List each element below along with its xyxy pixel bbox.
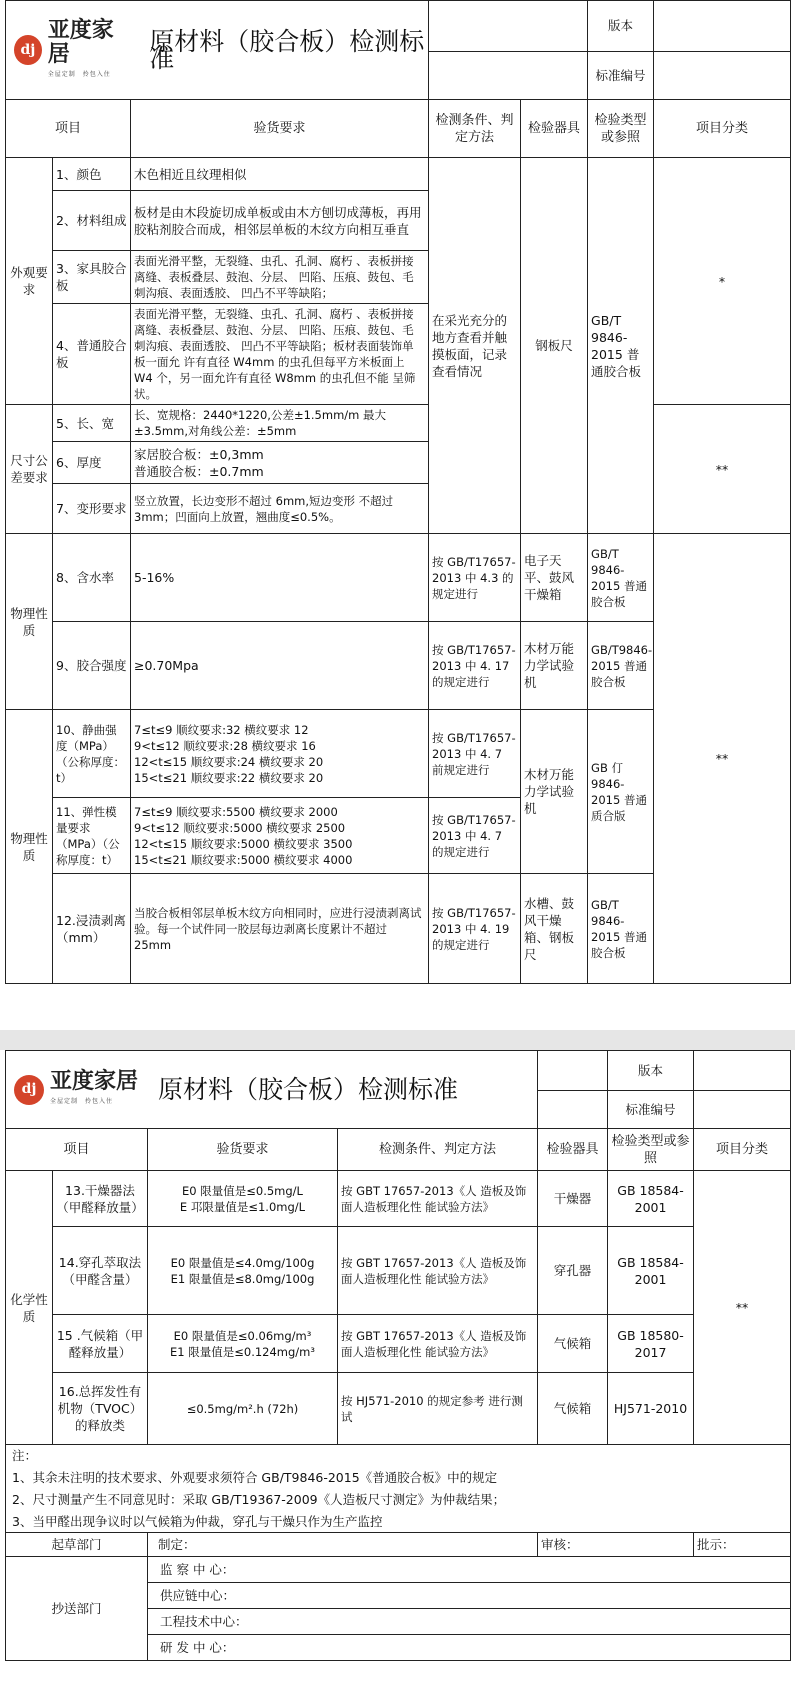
- made-label: 制定：: [148, 1533, 538, 1557]
- copy-dept-label: 抄送部门: [6, 1557, 148, 1661]
- requirement-cell: [131, 442, 429, 484]
- requirement-line: E 邛限量值是≤1.0mg/L: [179, 1199, 306, 1214]
- version-label: 版本: [608, 1051, 694, 1091]
- item-label: 7、变形要求: [53, 484, 131, 534]
- item-label: 8、含水率: [53, 534, 131, 622]
- instrument-cell: 水槽、鼓风干燥箱、钢板尺: [521, 874, 588, 984]
- ref-cell: GB/T9846-2015 普通胶合板: [588, 622, 654, 710]
- requirement-line: 普通胶合板：±0.7mm: [134, 463, 264, 479]
- item-label: 3、家具胶合板: [53, 251, 131, 304]
- requirement-line: E0 限量值是≤0.5mg/L: [182, 1183, 303, 1198]
- method-cell: 按 GBT 17657-2013《人 造板及饰面人造板理化性 能试验方法》: [338, 1315, 538, 1373]
- requirement-line: 家居胶合板：±0,3mm: [134, 446, 264, 462]
- requirement-line: 7≤t≤9 顺纹要求:32 横纹要求 12: [134, 722, 309, 737]
- requirement-cell: [148, 1171, 338, 1227]
- brand-name: 亚度家居: [47, 16, 114, 67]
- page-title: 原材料（胶合板）检测标准: [158, 1075, 459, 1104]
- logo-mark-icon: dj: [14, 35, 42, 65]
- instrument-cell: 电子天平、鼓风干燥箱: [521, 534, 588, 622]
- col-header-item: 项目: [6, 100, 131, 158]
- requirement-line: 12<t≤15 顺纹要求:5000 横纹要求 3500: [134, 836, 353, 851]
- item-label: 15 .气候箱（甲醛释放量）: [53, 1315, 148, 1373]
- group-chemical: 化学性质: [6, 1171, 53, 1445]
- requirement-cell: 表面光滑平整，无裂缝、虫孔、孔洞、腐朽 、表板拼接离缝、表板叠层、鼓泡、分层、 凹陷、压痕、鼓包、毛刺沟痕、表面透胶、 凹凸不平等缺陷；: [131, 251, 429, 304]
- col-header-ref: 检验类型或参照: [608, 1129, 694, 1171]
- brand-slogan: 全屋定制 拎包入住: [50, 1098, 114, 1105]
- page-title: 原材料（胶合板）检测标准: [149, 27, 425, 73]
- col-header-instrument: 检验器具: [521, 100, 588, 158]
- group-tolerance: 尺寸公差要求: [6, 405, 53, 534]
- requirement-cell: 木色相近且纹理相似: [131, 158, 429, 191]
- requirement-line: E1 限量值是≤0.124mg/m³: [170, 1344, 315, 1359]
- requirement-cell: 表面光滑平整，无裂缝、虫孔、孔洞、腐朽 、表板拼接离缝、表板叠层、鼓泡、分层、 凹陷、压痕、鼓包、毛刺沟痕、表面透胶、 凹凸不平等缺陷；板材表面装饰单板一面允 许有直径 W4mm 的虫孔但每平方米板面上 W4 个，另一面允许有直径 W8mm 的虫孔但不能 呈筛状。: [131, 304, 429, 405]
- method-cell: 按 GB/T17657-2013 中 4. 19 的规定进行: [429, 874, 521, 984]
- appearance-instrument: 钢板尺: [521, 158, 588, 534]
- item-label: 10、静曲强度（MPa）（公称厚度：t）: [53, 710, 131, 798]
- copy-dept-line: 工程技术中心：: [148, 1609, 791, 1635]
- doc-header: [6, 1, 429, 100]
- requirement-line: E0 限量值是≤0.06mg/m³: [173, 1328, 312, 1343]
- ref-cell: HJ571-2010: [608, 1373, 694, 1445]
- requirement-cell: 长、宽规格：2440*1220,公差±1.5mm/m 最大±3.5mm,对角线公差：±5mm: [131, 405, 429, 442]
- col-header-category: 项目分类: [694, 1129, 791, 1171]
- requirement-cell: 竖立放置，长边变形不超过 6mm,短边变形 不超过 3mm；凹面向上放置，翘曲度≤0.5%。: [131, 484, 429, 534]
- appearance-method: 在采光充分的地方查看并触摸板面，记录查看情况: [429, 158, 521, 534]
- notes-heading: 注：: [6, 1445, 791, 1467]
- std-no-label: 标准编号: [588, 51, 654, 100]
- ref-cell: GB/T 9846-2015 普通胶合板: [588, 874, 654, 984]
- group-appearance: 外观要求: [6, 158, 53, 405]
- page-2: [5, 1050, 790, 1705]
- requirement-cell: ≥0.70Mpa: [131, 622, 429, 710]
- requirement-line: 12<t≤15 顺纹要求:24 横纹要求 20: [134, 754, 324, 769]
- version-value: [654, 1, 791, 52]
- standard-table-2: [5, 1050, 791, 1661]
- doc-header-2: [6, 1051, 538, 1129]
- logo-mark-icon: dj: [14, 1075, 44, 1105]
- copy-dept-line: 监 察 中 心：: [148, 1557, 791, 1583]
- item-label: 2、材料组成: [53, 191, 131, 251]
- method-cell: 按 GB/T17657-2013 中 4. 7 前规定进行: [429, 710, 521, 798]
- appearance-ref: GB/T 9846-2015 普通胶合板: [588, 158, 654, 534]
- requirement-line: E0 限量值是≤4.0mg/100g: [170, 1255, 315, 1270]
- ref-cell: GB/T 9846-2015 普通胶合板: [588, 534, 654, 622]
- brand-logo: [6, 18, 129, 83]
- requirement-cell: [131, 710, 429, 798]
- draft-dept-label: 起草部门: [6, 1533, 148, 1557]
- instrument-cell: 木材万能力学试验机: [521, 622, 588, 710]
- copy-dept-line: 研 发 中 心：: [148, 1635, 791, 1661]
- requirement-line: 15<t≤21 顺纹要求:22 横纹要求 20: [134, 770, 324, 785]
- standard-table-1: [5, 0, 791, 984]
- copy-dept-line: 供应链中心：: [148, 1583, 791, 1609]
- instrument-cell: 木材万能力学试验机: [521, 710, 588, 874]
- col-header-item: 项目: [6, 1129, 148, 1171]
- requirement-line: 9<t≤12 顺纹要求:5000 横纹要求 2500: [134, 820, 346, 835]
- col-header-category: 项目分类: [654, 100, 791, 158]
- category-cell: **: [654, 405, 791, 534]
- requirement-cell: [131, 798, 429, 874]
- method-cell: 按 HJ571-2010 的规定参考 进行测试: [338, 1373, 538, 1445]
- item-label: 4、普通胶合板: [53, 304, 131, 405]
- group-physical-1: 物理性质: [6, 534, 53, 710]
- col-header-method: 检测条件、判定方法: [338, 1129, 538, 1171]
- requirement-cell: 5-16%: [131, 534, 429, 622]
- requirement-line: 15<t≤21 顺纹要求:5000 横纹要求 4000: [134, 852, 353, 867]
- group-physical-2: 物理性质: [6, 710, 53, 984]
- method-cell: 按 GB/T17657-2013 中 4. 17 的规定进行: [429, 622, 521, 710]
- category-cell: **: [654, 534, 791, 984]
- category-cell: **: [694, 1171, 791, 1445]
- method-cell: 按 GB/T17657-2013 中 4. 7 的规定进行: [429, 798, 521, 874]
- page-1: [5, 0, 790, 1030]
- brand-logo: [6, 1069, 138, 1110]
- ref-cell: GB 仃 9846-2015 普通质合版: [588, 710, 654, 874]
- note-line: 2、尺寸测量产生不同意见时：采取 GB/T19367-2009《人造板尺寸测定》为仲裁结果；: [6, 1489, 791, 1511]
- version-value: [694, 1051, 791, 1091]
- col-header-method: 检测条件、判定方法: [429, 100, 521, 158]
- std-no-value: [694, 1091, 791, 1129]
- requirement-cell: [148, 1315, 338, 1373]
- review-label: 审核：: [538, 1533, 694, 1557]
- item-label: 9、胶合强度: [53, 622, 131, 710]
- requirement-cell: 板材是由木段旋切成单板或由木方刨切成薄板，再用胶粘剂胶合而成，相邻层单板的木纹方向相互垂直: [131, 191, 429, 251]
- instrument-cell: 干燥器: [538, 1171, 608, 1227]
- instrument-cell: 穿孔器: [538, 1227, 608, 1315]
- item-label: 13.干燥器法（甲醛释放量）: [53, 1171, 148, 1227]
- col-header-requirement: 验货要求: [148, 1129, 338, 1171]
- std-no-label: 标准编号: [608, 1091, 694, 1129]
- instrument-cell: 气候箱: [538, 1315, 608, 1373]
- page-gap: [0, 1030, 795, 1050]
- ref-cell: GB 18580-2017: [608, 1315, 694, 1373]
- requirement-cell: ≤0.5mg/m².h (72h): [148, 1373, 338, 1445]
- note-line: 1、其余未注明的技术要求、外观要求须符合 GB/T9846-2015《普通胶合板》中的规定: [6, 1467, 791, 1489]
- item-label: 12.浸渍剥离（mm）: [53, 874, 131, 984]
- method-cell: 按 GB/T17657-2013 中 4.3 的规定进行: [429, 534, 521, 622]
- item-label: 1、颜色: [53, 158, 131, 191]
- ref-cell: GB 18584-2001: [608, 1171, 694, 1227]
- requirement-line: 9<t≤12 顺纹要求:28 横纹要求 16: [134, 738, 316, 753]
- std-no-value: [654, 51, 791, 100]
- method-cell: 按 GBT 17657-2013《人 造板及饰面人造板理化性 能试验方法》: [338, 1171, 538, 1227]
- requirement-cell: [148, 1227, 338, 1315]
- ref-cell: GB 18584-2001: [608, 1227, 694, 1315]
- method-cell: 按 GBT 17657-2013《人 造板及饰面人造板理化性 能试验方法》: [338, 1227, 538, 1315]
- col-header-requirement: 验货要求: [131, 100, 429, 158]
- item-label: 11、弹性模量要求（MPa）（公称厚度：t）: [53, 798, 131, 874]
- item-label: 6、厚度: [53, 442, 131, 484]
- item-label: 14.穿孔萃取法（甲醛含量）: [53, 1227, 148, 1315]
- requirement-line: 7≤t≤9 顺纹要求:5500 横纹要求 2000: [134, 804, 338, 819]
- approve-label: 批示：: [694, 1533, 791, 1557]
- col-header-instrument: 检验器具: [538, 1129, 608, 1171]
- col-header-ref: 检验类型或参照: [588, 100, 654, 158]
- brand-slogan: 全屋定制 拎包入住: [47, 70, 111, 78]
- brand-name: 亚度家居: [50, 1068, 139, 1094]
- item-label: 16.总挥发性有 机物（TVOC）的释放类: [53, 1373, 148, 1445]
- item-label: 5、长、宽: [53, 405, 131, 442]
- requirement-line: E1 限量值是≤8.0mg/100g: [170, 1271, 315, 1286]
- instrument-cell: 气候箱: [538, 1373, 608, 1445]
- category-cell: *: [654, 158, 791, 405]
- note-line: 3、当甲醛出现争议时以气候箱为仲裁，穿孔与干燥只作为生产监控: [6, 1511, 791, 1533]
- version-label: 版本: [588, 1, 654, 52]
- requirement-cell: 当胶合板相邻层单板木纹方向相同时，应进行浸渍剥离试验。每一个试件同一胶层每边剥离长度累计不超过 25mm: [131, 874, 429, 984]
